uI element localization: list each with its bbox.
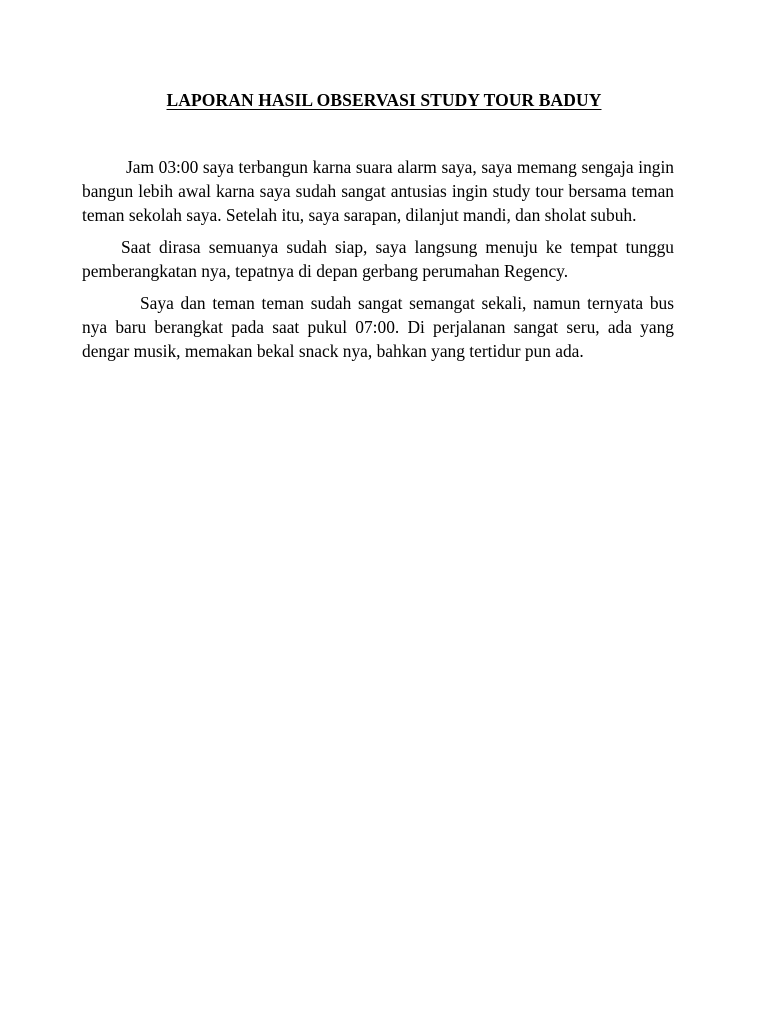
document-body — [82, 155, 674, 371]
paragraph-3: Saya dan teman teman sudah sangat semangat sekali, namun ternyata bus nya baru berangkat pada saat pukul 07:00. Di perjalanan sangat seru, ada yang dengar musik, memakan bekal snack nya, bahkan yang tertidur pun ada. — [82, 293, 674, 361]
paragraph-2: Saat dirasa semuanya sudah siap, saya langsung menuju ke tempat tunggu pemberangkatan nya, tepatnya di depan gerbang perumahan Regency. — [82, 237, 674, 281]
paragraph-1: Jam 03:00 saya terbangun karna suara alarm saya, saya memang sengaja ingin bangun lebih awal karna saya sudah sangat antusias ingin study tour bersama teman teman sekolah saya. Setelah itu, saya sarapan, dilanjut mandi, dan sholat subuh. — [82, 157, 674, 225]
document-title: LAPORAN HASIL OBSERVASI STUDY TOUR BADUY — [166, 90, 602, 110]
